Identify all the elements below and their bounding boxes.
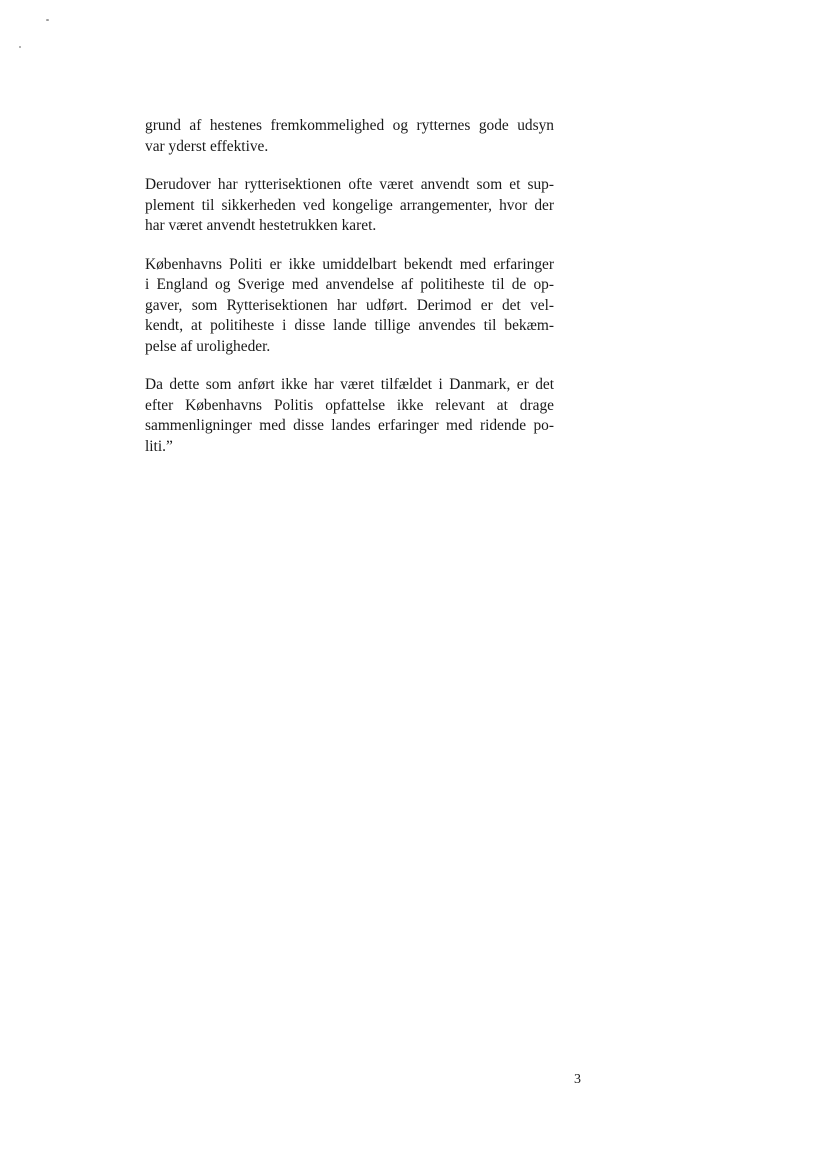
text-line: pelse af uroligheder. xyxy=(145,337,271,355)
text-line: var yderst effektive. xyxy=(145,137,269,155)
text-line: i England og Sverige med anvendelse af politiheste til de op- xyxy=(145,276,554,293)
body-text xyxy=(145,116,554,457)
text-line: Da dette som anført ikke har været tilfældet i Danmark, er det xyxy=(145,376,554,393)
scan-speck xyxy=(19,46,21,48)
scan-speck xyxy=(46,19,49,21)
paragraph xyxy=(145,375,554,457)
paragraph xyxy=(145,255,554,358)
page-number: 3 xyxy=(574,1072,581,1087)
text-line: plement til sikkerheden ved kongelige arrangementer, hvor der xyxy=(145,196,554,214)
text-line: kendt, at politiheste i disse lande tillige anvendes til bekæm- xyxy=(145,317,554,334)
text-line: Derudover har rytterisektionen ofte været anvendt som et sup- xyxy=(145,176,554,193)
text-line: liti.” xyxy=(145,437,173,455)
text-line: har været anvendt hestetrukken karet. xyxy=(145,217,377,234)
paragraph xyxy=(145,175,554,237)
text-line: Københavns Politi er ikke umiddelbart bekendt med erfaringer xyxy=(145,255,554,273)
text-line: gaver, som Rytterisektionen har udført. Derimod er det vel- xyxy=(145,296,554,314)
paragraph xyxy=(145,116,554,157)
text-line: efter Københavns Politis opfattelse ikke relevant at drage xyxy=(145,396,554,414)
text-line: grund af hestenes fremkommelighed og rytternes gode udsyn xyxy=(145,117,554,134)
text-line: sammenligninger med disse landes erfaringer med ridende po- xyxy=(145,417,554,434)
